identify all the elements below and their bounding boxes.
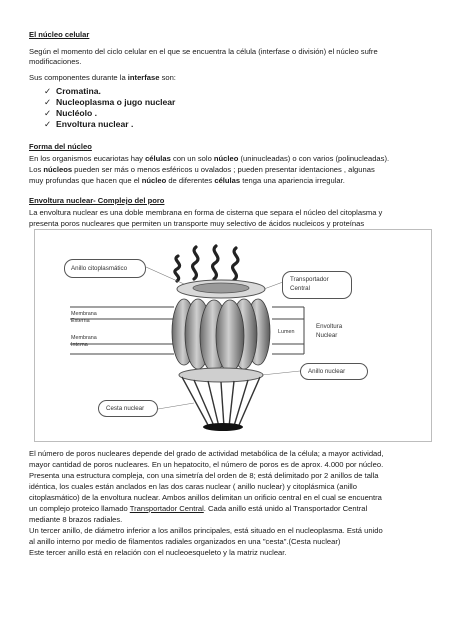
component-item: ✓ Envoltura nuclear . xyxy=(44,119,134,129)
label-membrana-externa-1: Membrana xyxy=(71,311,97,317)
intro-line-1: Según el momento del ciclo celular en el que se encuentra la célula (interfase o división) el núcleo sufre xyxy=(29,47,378,56)
section-heading-forma: Forma del núcleo xyxy=(29,142,92,151)
label-anillo-nuclear: Anillo nuclear xyxy=(308,368,346,375)
section-heading-envoltura: Envoltura nuclear- Complejo del poro xyxy=(29,196,165,205)
body-line-8: Un tercer anillo, de diámetro inferior a los anillos principales, está situado en el nucleoplasma. Está unido xyxy=(29,526,383,535)
label-lumen: Lumen xyxy=(278,329,295,335)
body-line-7: mediante 8 brazos radiales. xyxy=(29,515,123,524)
forma-line-2: Los núcleos pueden ser más o menos esféricos u ovalados ; pueden presentar identaciones , algunas xyxy=(29,165,375,174)
basket-ring xyxy=(203,423,243,431)
envoltura-line-2: presenta poros nucleares que permiten un transporte muy selectivo de ácidos nucleicos y proteínas xyxy=(29,219,365,228)
label-membrana-externa-2: Externa xyxy=(71,318,90,324)
label-envoltura-2: Nuclear xyxy=(316,332,338,339)
checkmark-icon: ✓ xyxy=(44,97,52,107)
body-line-5: citoplasmático) de la envoltura nuclear. Ambos anillos delimitan un orificio central en el cual se encuentra xyxy=(29,493,382,502)
body-line-2: mayor cantidad de poros nucleares. En un hepatocito, el número de poros es de aprox. 4.000 por núcleo. xyxy=(29,460,384,469)
label-transportador-2: Central xyxy=(290,285,310,292)
checkmark-icon: ✓ xyxy=(44,119,52,129)
body-line-4: idéntica, los cuales están anclados en las dos caras nuclear ( anillo nuclear) y citoplásmica (anillo xyxy=(29,482,357,491)
component-item: ✓ Nucleoplasma o jugo nuclear xyxy=(44,97,176,107)
body-line-10: Este tercer anillo está en relación con el nucleoesqueleto y la matriz nuclear. xyxy=(29,548,287,557)
label-anillo-citoplasmatico: Anillo citoplasmático xyxy=(71,265,128,272)
components-lead: Sus componentes durante la interfase son: xyxy=(29,73,176,82)
label-transportador-1: Transportador xyxy=(290,276,329,283)
envoltura-line-1: La envoltura nuclear es una doble membrana en forma de cisterna que separa el núcleo del citoplasma y xyxy=(29,208,383,217)
body-line-3: Presenta una estructura compleja, con una simetría del orden de 8; está delimitado por 2 anillos de talla xyxy=(29,471,379,480)
label-envoltura-1: Envoltura xyxy=(316,323,343,330)
nuclear-basket xyxy=(182,377,260,427)
label-membrana-interna-1: Membrana xyxy=(71,335,97,341)
nuclear-ring xyxy=(179,368,263,382)
checkmark-icon: ✓ xyxy=(44,108,52,118)
component-item: ✓ Nucléolo . xyxy=(44,108,98,118)
label-cesta-nuclear: Cesta nuclear xyxy=(106,405,145,412)
body-line-6: un complejo proteico llamado Transportador Central. Cada anillo está unido al Transportador Central xyxy=(29,504,368,513)
central-lobes xyxy=(172,299,270,372)
transportador-central-term: Transportador Central xyxy=(129,504,204,513)
checkmark-icon: ✓ xyxy=(44,86,52,96)
intro-line-2: modificaciones. xyxy=(29,57,82,66)
nuclear-pore-figure xyxy=(34,229,432,442)
forma-line-3: muy profundas que hacen que el núcleo de diferentes células tenga una apariencia irregular. xyxy=(29,176,345,185)
label-membrana-interna-2: Interna xyxy=(71,342,88,348)
body-line-9: al anillo interno por medio de filamentos radiales organizados en una "cesta".(Cesta nuclear) xyxy=(29,537,341,546)
cytoplasmic-filaments xyxy=(175,246,238,281)
component-item: ✓ Cromatina. xyxy=(44,86,101,96)
body-line-1: El número de poros nucleares depende del grado de actividad metabólica de la célula; a mayor actividad, xyxy=(29,449,384,458)
page-title: El núcleo celular xyxy=(29,30,90,39)
forma-line-1: En los organismos eucariotas hay células con un solo núcleo (uninucleadas) o con varios (polinucleadas). xyxy=(29,154,390,163)
